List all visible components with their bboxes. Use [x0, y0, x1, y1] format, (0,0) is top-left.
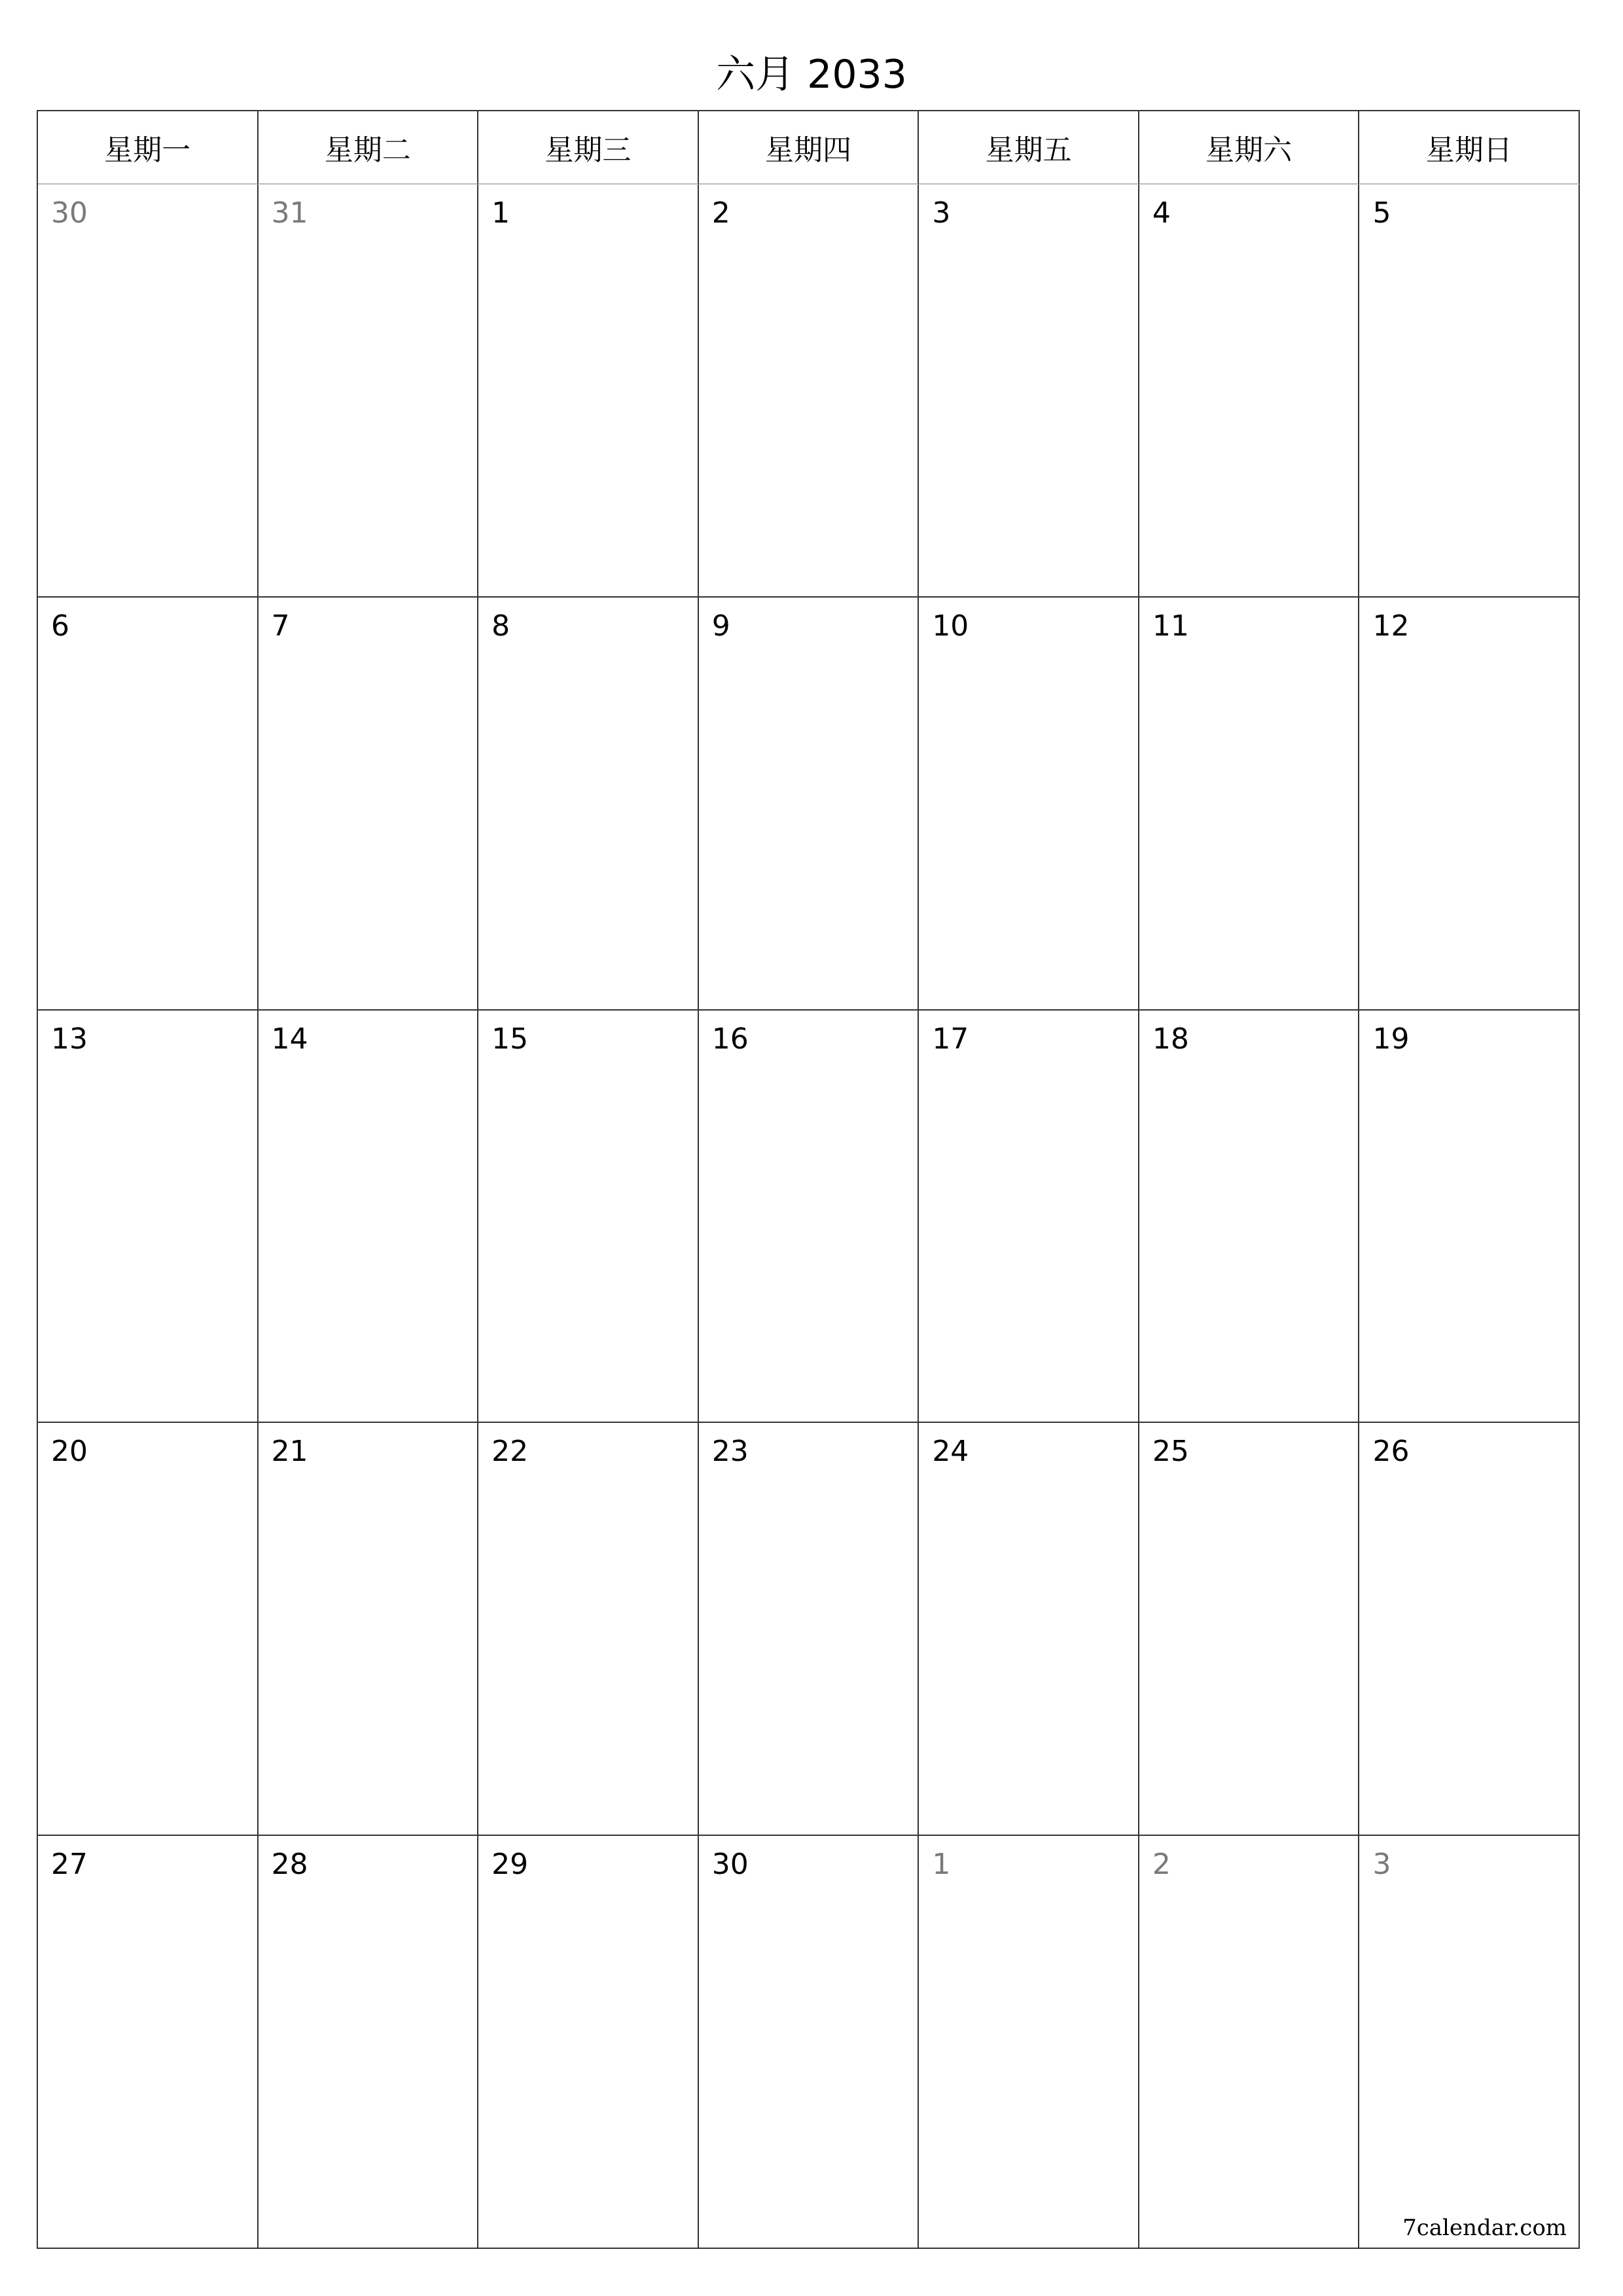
day-cell: [1139, 1423, 1360, 1836]
day-number: 6: [51, 609, 69, 643]
day-number: 15: [491, 1022, 529, 1056]
day-number: 22: [491, 1435, 529, 1469]
day-cell: [1139, 185, 1360, 598]
day-number: 18: [1152, 1022, 1189, 1056]
weekday-header-tue: 星期二: [259, 111, 479, 185]
day-number: 1: [932, 1848, 951, 1882]
day-number: 11: [1152, 609, 1189, 643]
day-cell: [919, 185, 1139, 598]
day-number: 5: [1372, 196, 1391, 230]
day-number: 2: [711, 196, 730, 230]
day-number: 20: [51, 1435, 88, 1469]
day-cell: [919, 1423, 1139, 1836]
day-cell: [38, 185, 259, 598]
day-cell: [259, 1423, 479, 1836]
day-cell: [259, 1011, 479, 1424]
day-cell: [478, 598, 699, 1011]
day-number: 9: [711, 609, 730, 643]
day-number: 31: [271, 196, 308, 230]
day-number: 29: [491, 1848, 529, 1882]
weekday-header-row: [38, 111, 1580, 185]
day-cell: [478, 185, 699, 598]
day-cell: [699, 185, 919, 598]
day-cell: [1359, 185, 1580, 598]
day-cell: [919, 1011, 1139, 1424]
month-calendar-grid: [37, 110, 1580, 2249]
week-row-1: [38, 185, 1580, 598]
day-cell: [699, 1423, 919, 1836]
day-number: 3: [1372, 1848, 1391, 1882]
day-number: 30: [51, 196, 88, 230]
day-cell: [259, 185, 479, 598]
day-cell: [919, 1836, 1139, 2249]
day-cell: [1139, 1011, 1360, 1424]
day-number: 12: [1372, 609, 1410, 643]
day-number: 21: [271, 1435, 308, 1469]
day-cell: [1359, 598, 1580, 1011]
day-number: 19: [1372, 1022, 1410, 1056]
day-cell: [1359, 1011, 1580, 1424]
weekday-header-thu: 星期四: [699, 111, 919, 185]
day-cell: [1139, 598, 1360, 1011]
day-number: 7: [271, 609, 290, 643]
day-number: 10: [932, 609, 969, 643]
day-cell: [1359, 1423, 1580, 1836]
week-row-5: [38, 1836, 1580, 2249]
weekday-header-fri: 星期五: [919, 111, 1139, 185]
day-number: 16: [711, 1022, 749, 1056]
weeks-container: [38, 185, 1580, 2249]
day-number: 24: [932, 1435, 969, 1469]
day-number: 17: [932, 1022, 969, 1056]
day-cell: [699, 1836, 919, 2249]
day-number: 4: [1152, 196, 1171, 230]
site-watermark: 7calendar.com: [1402, 2214, 1567, 2241]
day-number: 8: [491, 609, 510, 643]
day-number: 27: [51, 1848, 88, 1882]
day-number: 25: [1152, 1435, 1189, 1469]
day-cell: [699, 1011, 919, 1424]
day-cell: [478, 1011, 699, 1424]
day-number: 2: [1152, 1848, 1171, 1882]
day-cell: [38, 1423, 259, 1836]
weekday-header-sun: 星期日: [1359, 111, 1580, 185]
day-number: 3: [932, 196, 951, 230]
day-number: 30: [711, 1848, 749, 1882]
calendar-title: 六月 2033: [716, 52, 907, 98]
day-cell: [38, 598, 259, 1011]
day-cell: [699, 598, 919, 1011]
day-number: 14: [271, 1022, 308, 1056]
day-cell: [38, 1836, 259, 2249]
day-cell: [38, 1011, 259, 1424]
weekday-header-sat: 星期六: [1139, 111, 1360, 185]
week-row-3: [38, 1011, 1580, 1424]
day-number: 28: [271, 1848, 308, 1882]
weekday-header-wed: 星期三: [478, 111, 699, 185]
day-cell: [478, 1423, 699, 1836]
week-row-4: [38, 1423, 1580, 1836]
day-number: 13: [51, 1022, 88, 1056]
day-cell: [259, 598, 479, 1011]
weekday-header-mon: 星期一: [38, 111, 259, 185]
day-number: 23: [711, 1435, 749, 1469]
day-cell: [1139, 1836, 1360, 2249]
day-cell: [1359, 1836, 1580, 2249]
day-number: 26: [1372, 1435, 1410, 1469]
day-number: 1: [491, 196, 510, 230]
week-row-2: [38, 598, 1580, 1011]
day-cell: [919, 598, 1139, 1011]
day-cell: [478, 1836, 699, 2249]
day-cell: [259, 1836, 479, 2249]
